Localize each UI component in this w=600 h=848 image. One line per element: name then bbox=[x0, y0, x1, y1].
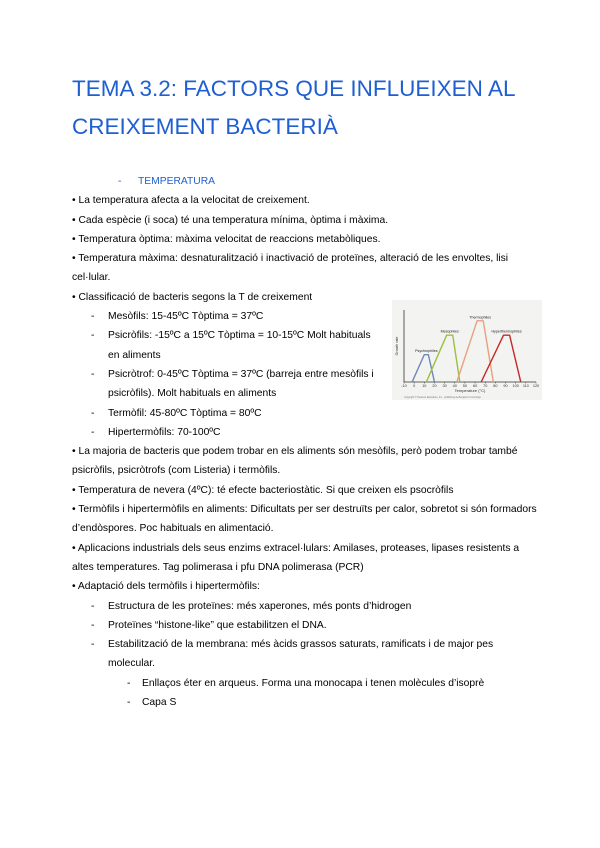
x-tick-label: 10 bbox=[422, 384, 427, 388]
bullet-item: • La temperatura afecta a la velocitat de creixement. bbox=[72, 195, 310, 207]
series-line-thermophiles bbox=[457, 321, 494, 382]
bullet-item: • La majoria de bacteris que podem trobar en els aliments són mesòfils, però podem trobar també psicròfils, psicròtrofs (com Listeria) i termòfils. bbox=[72, 446, 518, 477]
dash-marker: - bbox=[127, 677, 131, 689]
bullet-item: • Classificació de bacteris segons la T de creixement bbox=[72, 291, 313, 303]
dash-marker: - bbox=[91, 368, 95, 380]
bullet-item: • Temperatura de nevera (4ºC): té efecte bacteriostàtic. Si que creixen els psocròfils bbox=[72, 484, 454, 496]
dash-marker: - bbox=[91, 407, 95, 419]
class-text: Mesòfils: 15-45ºC Tòptima = 37ºC bbox=[108, 311, 264, 323]
class-text: Psicròtrof: 0-45ºC Tòptima = 37ºC (barreja entre mesòfils i psicròfils). Molt habituals en aliments bbox=[108, 368, 374, 400]
dash-marker: - bbox=[91, 426, 95, 438]
x-tick-label: 0 bbox=[413, 384, 416, 388]
chart-svg bbox=[392, 300, 542, 400]
x-axis-label: Temperature (°C) bbox=[454, 388, 486, 393]
page-title: TEMA 3.2: FACTORS QUE INFLUEIXEN AL CREIXEMENT BACTERIÀ bbox=[72, 76, 515, 139]
y-axis-label: Growth rate bbox=[395, 336, 399, 356]
bullet-item: • Temperatura màxima: desnaturalització i inactivació de proteïnes, alteració de les envoltes, lisi cel·lular. bbox=[72, 253, 509, 284]
dash-marker: - bbox=[118, 176, 122, 187]
x-tick-label: -10 bbox=[401, 384, 407, 388]
x-tick-label: 110 bbox=[522, 384, 529, 388]
series-label-mesophiles: Mesophiles bbox=[440, 329, 459, 334]
chart-footer: Copyright © Pearson Education, Inc., publishing as Benjamin Cummings bbox=[404, 396, 481, 399]
section-heading-label: TEMPERATURA bbox=[138, 176, 216, 187]
dash-marker: - bbox=[91, 330, 95, 342]
x-tick-label: 40 bbox=[452, 384, 457, 388]
series-label-psychrophiles: Psychrophiles bbox=[415, 349, 438, 354]
adaptation-item bbox=[72, 597, 542, 616]
class-item-hipertermofils bbox=[72, 423, 542, 442]
dash-marker: - bbox=[91, 619, 95, 631]
bullet-item: • Cada espècie (i soca) té una temperatura mínima, òptima i màxima. bbox=[72, 214, 389, 226]
x-tick-label: 100 bbox=[512, 384, 519, 388]
x-tick-label: 120 bbox=[532, 384, 540, 388]
adaptation-text: Proteïnes “histone-like” que estabilitzen el DNA. bbox=[108, 619, 327, 631]
temperature-growth-chart bbox=[392, 300, 542, 400]
x-tick-label: 80 bbox=[493, 384, 498, 388]
section-heading-temperatura bbox=[72, 172, 542, 191]
adaptation-item bbox=[72, 616, 542, 635]
bullet-item: • Adaptació dels termòfils i hipertermòfils: bbox=[72, 581, 260, 593]
membrane-detail-text: Capa S bbox=[142, 697, 177, 709]
class-text: Termòfil: 45-80ºC Tòptima = 80ºC bbox=[108, 407, 262, 419]
x-tick-label: 90 bbox=[503, 384, 508, 388]
class-text: Psicròfils: -15ºC a 15ºC Tòptima = 10-15ºC Molt habituals en aliments bbox=[108, 330, 371, 361]
series-line-mesophiles bbox=[426, 335, 460, 382]
bullet-item: • Termòfils i hipertermòfils en aliments: Dificultats per ser destruïts per calor, sobretot si són formadors d’endòspores. Poc habituals en alimentació. bbox=[72, 504, 537, 535]
x-tick-label: 30 bbox=[442, 384, 447, 388]
adaptation-item bbox=[72, 635, 542, 674]
dash-marker: - bbox=[91, 600, 95, 612]
adaptation-text: Estabilització de la membrana: més àcids grassos saturats, ramificats i de major pes molecular. bbox=[108, 639, 494, 670]
document-body bbox=[72, 172, 542, 712]
series-line-psychrophiles bbox=[412, 355, 434, 382]
series-label-thermophiles: Thermophiles bbox=[469, 315, 492, 320]
class-item-termofil bbox=[72, 404, 542, 423]
membrane-detail-item bbox=[72, 674, 542, 693]
bullet-item: • Temperatura òptima: màxima velocitat de reaccions metabòliques. bbox=[72, 233, 381, 245]
class-text: Hipertermòfils: 70-100ºC bbox=[108, 426, 221, 438]
series-label-hyperthermophiles: Hyperthermophiles bbox=[491, 329, 522, 334]
bullet-item: • Aplicacions industrials dels seus enzims extracel·lulars: Amilases, proteases, lipases resistents a altes temperatures. Tag polimerasa i pfu DNA polimerasa (PCR) bbox=[72, 542, 520, 573]
x-tick-label: 70 bbox=[483, 384, 488, 388]
x-tick-label: 60 bbox=[472, 384, 478, 388]
membrane-detail-text: Enllaços éter en arqueus. Forma una monocapa i tenen molècules d’isoprè bbox=[142, 677, 485, 689]
dash-marker: - bbox=[91, 311, 95, 323]
dash-marker: - bbox=[127, 697, 131, 709]
x-tick-label: 20 bbox=[432, 384, 437, 388]
x-tick-label: 50 bbox=[462, 384, 468, 388]
adaptation-text: Estructura de les proteïnes: més xaperones, més ponts d’hidrogen bbox=[108, 600, 412, 612]
dash-marker: - bbox=[91, 639, 95, 651]
membrane-detail-item bbox=[72, 693, 542, 712]
